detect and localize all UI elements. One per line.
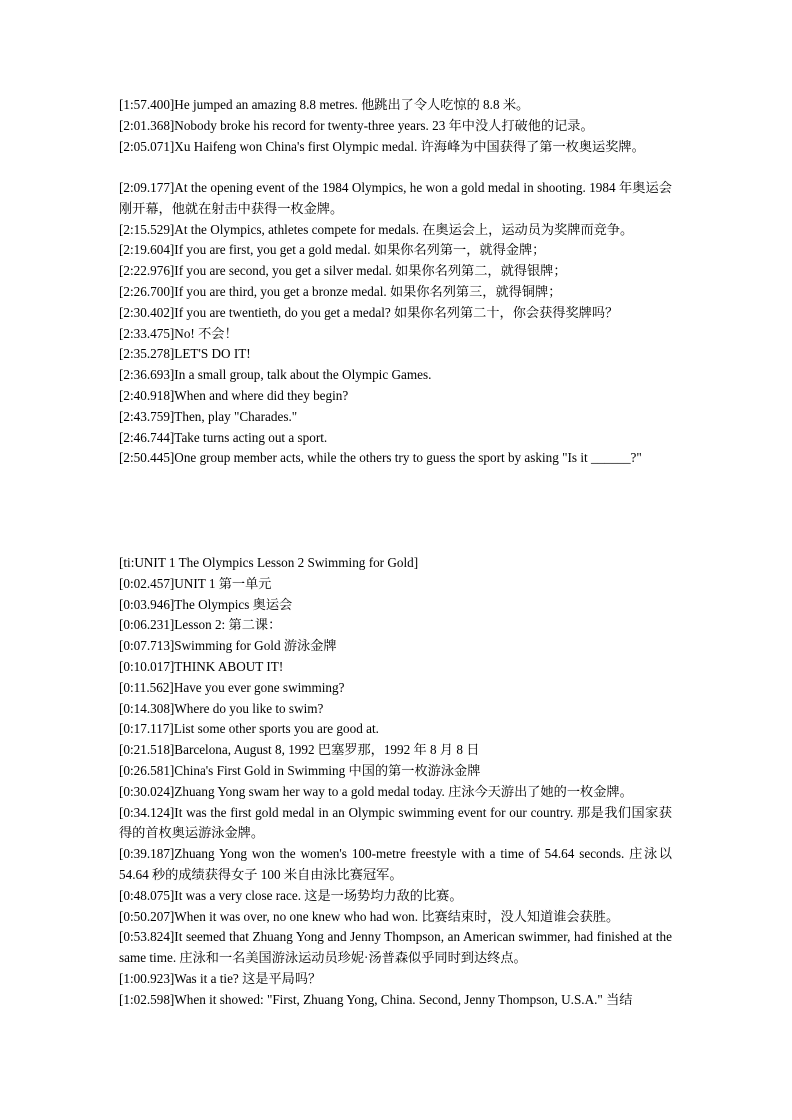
- lyric-line: [0:14.308]Where do you like to swim?: [119, 700, 324, 716]
- lyric-line: [1:00.923]Was it a tie? 这是平局吗？: [119, 970, 322, 986]
- lyric-line: [2:33.475]No! 不会！: [119, 325, 238, 341]
- lyric-line: [2:19.604]If you are first, you get a gold medal. 如果你名列第一，就得金牌；: [119, 242, 546, 258]
- lyric-line: [2:01.368]Nobody broke his record for twenty-three years. 23 年中没人打破他的记录。: [119, 117, 594, 133]
- lyric-line: [2:30.402]If you are twentieth, do you get a medal? 如果你名列第二十，你会获得奖牌吗？: [119, 304, 619, 320]
- lyric-line: [0:34.124]It was the first gold medal in an Olympic swimming event for our country. 那是我们国家获得的首枚奥运游泳金牌。: [119, 804, 672, 841]
- lyric-section-1: [119, 95, 672, 157]
- lyric-line: [0:11.562]Have you ever gone swimming?: [119, 679, 345, 695]
- lyric-line: [2:35.278]LET'S DO IT!: [119, 346, 251, 362]
- lyric-line: [2:50.445]One group member acts, while the others try to guess the sport by asking "Is it ______?": [119, 450, 642, 466]
- lyric-line: [0:06.231]Lesson 2: 第二课：: [119, 617, 282, 633]
- lyric-line: [0:50.207]When it was over, no one knew who had won. 比赛结束时，没人知道谁会获胜。: [119, 908, 620, 924]
- lyric-section-2: [119, 178, 672, 469]
- lyric-line: [0:17.117]List some other sports you are good at.: [119, 721, 379, 737]
- lyric-line: [1:02.598]When it showed: "First, Zhuang Yong, China. Second, Jenny Thompson, U.S.A." 当结: [119, 991, 633, 1007]
- lyric-line: [0:53.824]It seemed that Zhuang Yong and Jenny Thompson, an American swimmer, had finished at the same time. 庄泳和一名美国游泳运动员珍妮·汤普森似乎同时到达终点。: [119, 929, 672, 966]
- lyric-line: [2:40.918]When and where did they begin?: [119, 387, 349, 403]
- lyric-line: [2:05.071]Xu Haifeng won China's first Olympic medal. 许海峰为中国获得了第一枚奥运奖牌。: [119, 138, 645, 154]
- lyric-line: [1:57.400]He jumped an amazing 8.8 metres. 他跳出了令人吃惊的 8.8 米。: [119, 97, 530, 112]
- lyric-line: [2:36.693]In a small group, talk about the Olympic Games.: [119, 367, 432, 383]
- lyric-line: [0:02.457]UNIT 1 第一单元: [119, 575, 272, 591]
- lyric-line: [0:10.017]THINK ABOUT IT!: [119, 658, 284, 674]
- lyric-line: [0:07.713]Swimming for Gold 游泳金牌: [119, 638, 337, 654]
- lyric-line: [2:46.744]Take turns acting out a sport.: [119, 429, 328, 445]
- lyric-line: [2:15.529]At the Olympics, athletes compete for medals. 在奥运会上，运动员为奖牌而竞争。: [119, 221, 634, 237]
- lyric-line: [2:22.976]If you are second, you get a silver medal. 如果你名列第二，就得银牌；: [119, 263, 567, 279]
- lyric-line: [2:09.177]At the opening event of the 1984 Olympics, he won a gold medal in shooting. 1984 年奥运会刚开幕，他就在射击中获得一枚金牌。: [119, 180, 672, 216]
- lyric-line: [0:26.581]China's First Gold in Swimming 中国的第一枚游泳金牌: [119, 762, 481, 778]
- lyric-line: [0:30.024]Zhuang Yong swam her way to a gold medal today. 庄泳今天游出了她的一枚金牌。: [119, 783, 633, 799]
- lyric-line: [0:48.075]It was a very close race. 这是一场势均力敌的比赛。: [119, 887, 463, 903]
- lyric-line: [0:21.518]Barcelona, August 8, 1992 巴塞罗那，1992 年 8 月 8 日: [119, 742, 480, 758]
- lyric-line: [0:39.187]Zhuang Yong won the women's 100-metre freestyle with a time of 54.64 seconds. 庄泳以 54.64 秒的成绩获得女子 100 米自由泳比赛冠军。: [119, 846, 672, 882]
- lyric-title-tag: [ti:UNIT 1 The Olympics Lesson 2 Swimming for Gold]: [119, 555, 419, 570]
- lyric-line: [2:43.759]Then, play "Charades.": [119, 408, 298, 424]
- lyric-line: [0:03.946]The Olympics 奥运会: [119, 596, 293, 612]
- lyric-line: [2:26.700]If you are third, you get a bronze medal. 如果你名列第三，就得铜牌；: [119, 283, 562, 299]
- lyric-section-3: [119, 553, 672, 1011]
